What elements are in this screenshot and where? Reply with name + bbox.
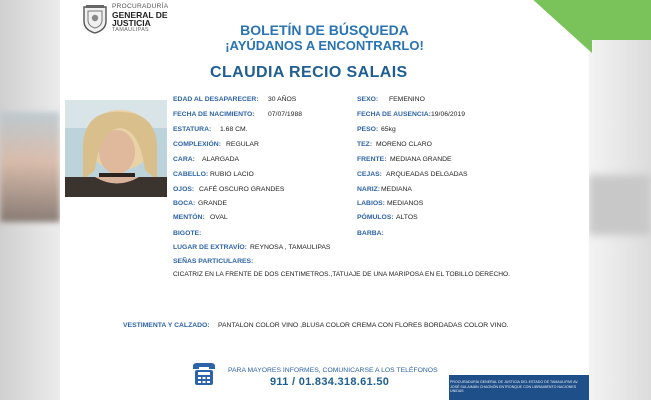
institution-line-3: JUSTICIA [112, 18, 151, 28]
birth-date-value: 07/07/1988 [268, 111, 303, 118]
institution-line-1: PROCURADURÍA [112, 3, 169, 10]
age-value: 30 AÑOS [268, 96, 297, 103]
cheekbones-label: PÓMULOS: [357, 214, 394, 221]
person-photo-image [65, 100, 167, 197]
blurred-band [589, 175, 651, 235]
place-value: REYNOSA , TAMAULIPAS [250, 244, 331, 251]
complexion-tone-value: MORENO CLARO [376, 141, 432, 148]
complexion-tone-label: TEZ: [357, 141, 373, 148]
build-label: COMPLEXIÓN: [173, 141, 221, 148]
weight-value: 65kg [381, 126, 396, 133]
person-name: CLAUDIA RECIO SALAIS [210, 64, 408, 81]
build-value: REGULAR [226, 141, 259, 148]
mouth-label: BOCA: [173, 200, 196, 207]
lips-label: LABIOS: [357, 200, 385, 207]
bulletin-title: BOLETÍN DE BÚSQUEDA [240, 22, 409, 38]
mouth-value: GRANDE [198, 200, 228, 207]
mustache-label: BIGOTE: [173, 230, 202, 237]
hair-value: RUBIO LACIO [210, 171, 254, 178]
search-bulletin [60, 0, 589, 400]
right-background [589, 0, 651, 400]
nose-value: MEDIANA [381, 186, 412, 193]
sex-value: FEMENINO [389, 96, 425, 103]
eyebrows-value: ARQUEADAS DELGADAS [386, 171, 468, 178]
clothing-value: PANTALON COLOR VINO ,BLUSA COLOR CREMA CON FLORES BORDADAS COLOR VINO. [218, 322, 509, 329]
chin-label: MENTÓN: [173, 214, 205, 221]
eyes-label: OJOS: [173, 186, 195, 193]
chin-value: OVAL [210, 214, 228, 221]
height-label: ESTATURA: [173, 126, 212, 133]
green-accent [589, 0, 651, 40]
eyes-value: CAFÉ OSCURO GRANDES [199, 186, 285, 193]
weight-label: PESO: [357, 126, 379, 133]
green-corner-decoration [530, 0, 592, 53]
height-value: 1.68 CM. [220, 126, 248, 133]
left-background [0, 0, 60, 400]
marks-label: SEÑAS PARTICULARES: [173, 258, 254, 265]
sex-label: SEXO: [357, 96, 379, 103]
footer-address-text: PROCURADURÍA GENERAL DE JUSTICIA DEL ESTADO DE TAMAULIPAS AV. JOSÉ SULAIMÁN CHAGNÓN ENTRONQUE CON LIBRAMIENTO NACIONES UNIDAS [450, 380, 579, 394]
contact-info-text: PARA MAYORES INFORMES, COMUNICARSE A LOS TELÉFONOS [228, 367, 438, 374]
eyebrows-label: CEJAS: [357, 171, 382, 178]
place-label: LUGAR DE EXTRAVÍO: [173, 244, 247, 251]
beard-label: BARBA: [357, 230, 384, 237]
face-label: CARA: [173, 156, 195, 163]
contact-phone-numbers: 911 / 01.834.318.61.50 [270, 376, 390, 388]
institution-line-2: GENERAL DE [112, 9, 168, 20]
telephone-icon [190, 360, 218, 388]
blurred-background-photo [0, 112, 60, 222]
institution-line-4: TAMAULIPAS [112, 26, 150, 33]
forehead-label: FRENTE: [357, 156, 387, 163]
clothing-label: VESTIMENTA Y CALZADO: [123, 322, 210, 329]
forehead-value: MEDIANA GRANDE [390, 156, 452, 163]
bulletin-subtitle: ¡AYÚDANOS A ENCONTRARLO! [225, 38, 424, 53]
cheekbones-value: ALTOS [396, 214, 418, 221]
birth-date-label: FECHA DE NACIMIENTO: [173, 111, 255, 118]
person-photo [65, 100, 167, 197]
hair-label: CABELLO: [173, 171, 209, 178]
absence-date-value: 19/06/2019 [431, 111, 466, 118]
nose-label: NARIZ: [357, 186, 381, 193]
age-label: EDAD AL DESAPARECER: [173, 96, 259, 103]
face-value: ALARGADA [202, 156, 240, 163]
absence-date-label: FECHA DE AUSENCIA: [357, 111, 431, 118]
distinguishing-marks-text: CICATRIZ EN LA FRENTE DE DOS CENTIMETROS.,TATUAJE DE UNA MARIPOSA EN EL TOBILLO DERECHO. [173, 271, 510, 278]
lips-value: MEDIANOS [387, 200, 424, 207]
